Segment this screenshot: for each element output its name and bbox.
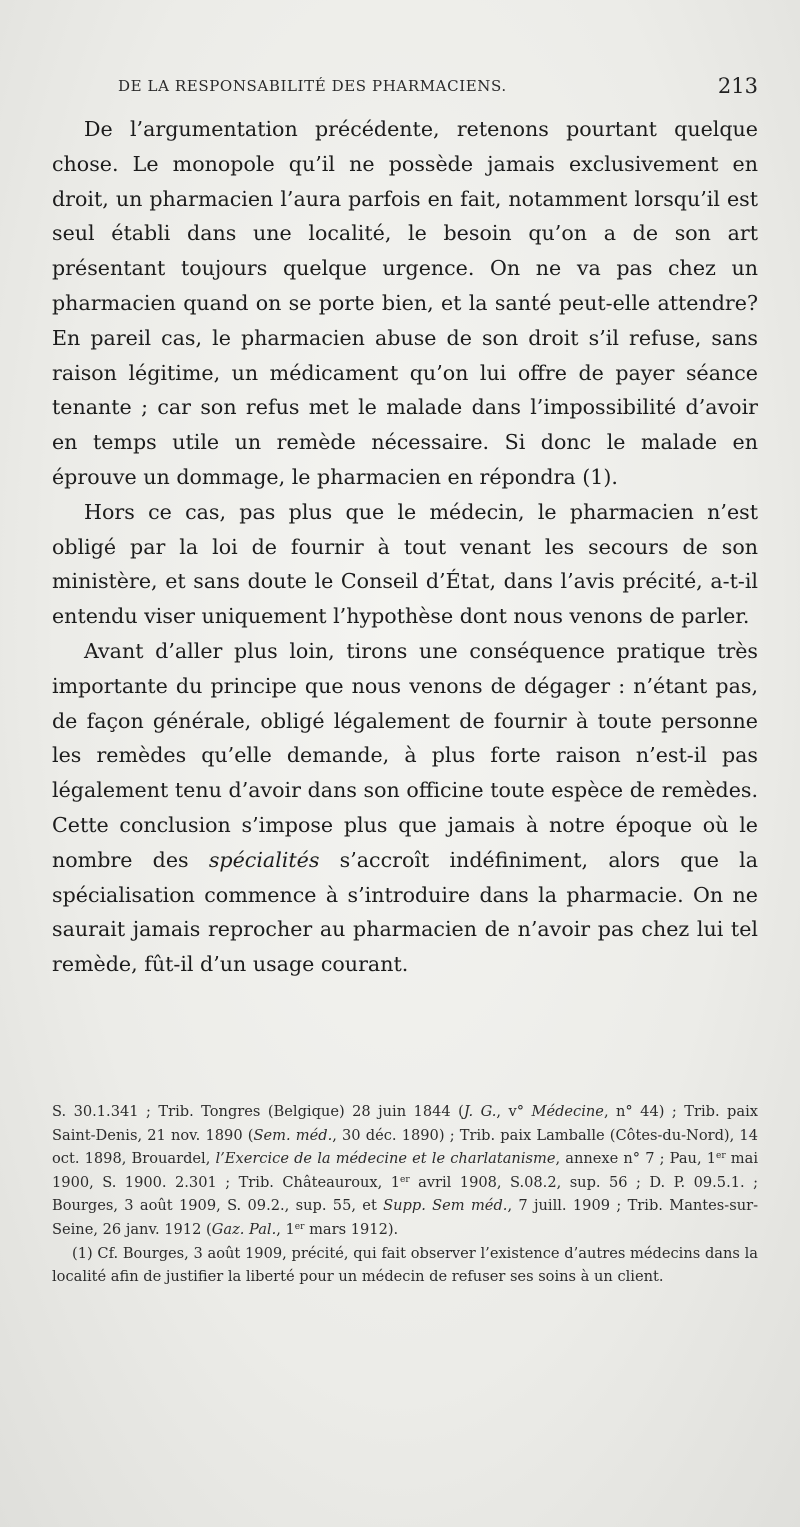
references-note [52, 1100, 758, 1242]
text-run: mai 1900, S. 1900. 2.301 ; Trib. Châteauroux, 1 [52, 1150, 758, 1191]
italic-run: Sem. méd. [253, 1126, 333, 1144]
text-run: , 30 déc. 1890) ; Trib. paix Lamballe (Côtes-du-Nord), 14 oct. 1898, Brouardel, [52, 1126, 758, 1168]
italic-run: Gaz. Pal. [211, 1220, 277, 1238]
text-run: , 1 [276, 1220, 295, 1238]
text-run: s’accroît indéfiniment, alors que la spécialisation commence à s’introduire dans la pharmacie. On ne saurait jamais reprocher au pharmacien de n’avoir pas chez lui tel remède, fût-il d’un usage courant. [52, 847, 759, 977]
running-head [118, 76, 758, 100]
text-run: De l’argumentation précédente, retenons pourtant quelque chose. Le monopole qu’il ne possède jamais exclusivement en droit, un pharmacien l’aura parfois en fait, notamment lorsqu’il est seul établi dans une localité, le besoin qu’on a de son art présentant toujours quelque urgence. On ne va pas chez un pharmacien quand on se porte bien, et la santé peut-elle attendre? En pareil cas, le pharmacien abuse de son droit s’il refuse, sans raison légitime, un médicament qu’on lui offre de payer séance tenante ; car son refus met le malade dans l’impossibilité d’avoir en temps utile un remède nécessaire. Si donc le malade en éprouve un dommage, le pharmacien en répondra (1). [52, 117, 758, 489]
italic-run: Supp. Sem méd. [383, 1197, 508, 1215]
paragraph [52, 634, 758, 982]
footnote-1: (1) Cf. Bourges, 3 août 1909, précité, qui fait observer l’existence d’autres médecins dans la localité afin de justifier la liberté pour un médecin de refuser ses soins à un client. [52, 1244, 758, 1286]
italic-run: Médecine [531, 1103, 604, 1120]
text-run: S. 30.1.341 ; Trib. Tongres (Belgique) 28 juin 1844 ( [52, 1103, 464, 1120]
text-run: , 7 juill. 1909 ; Trib. Mantes-sur-Seine, 26 janv. 1912 ( [52, 1197, 759, 1238]
italic-run: J. G. [463, 1103, 497, 1120]
text-run: , n° 44) ; Trib. paix Saint-Denis, 21 nov. 1890 ( [52, 1103, 758, 1144]
text-run: avril 1908, S.08.2, sup. 56 ; D. P. 09.5.1. ; Bourges, 3 août 1909, S. 09.2., sup. 55, et [52, 1173, 758, 1215]
text-run: Hors ce cas, pas plus que le médecin, le pharmacien n’est obligé par la loi de fournir à tout venant les secours de son ministère, et sans doute le Conseil d’État, dans l’avis précité, a-t-il entendu viser uniquement l’hypothèse dont nous venons de parler. [52, 499, 758, 629]
italic-run: l’Exercice de la médecine et le charlatanisme [215, 1150, 556, 1168]
notes-section [52, 1100, 758, 1289]
paragraph [52, 112, 758, 495]
running-title: DE LA RESPONSABILITÉ DES PHARMACIENS. [118, 77, 507, 95]
page-number: 213 [717, 74, 758, 98]
text-run: , annexe n° 7 ; Pau, 1 [555, 1150, 717, 1168]
text-run: , v° [496, 1103, 532, 1120]
body-text [52, 112, 758, 982]
text-run: Avant d’aller plus loin, tirons une conséquence pratique très importante du principe que nous venons de dégager : n’étant pas, de façon générale, obligé légalement de fournir à toute personne les remèdes qu’elle demande, à plus forte raison n’est-il pas légalement tenu d’avoir dans son officine toute espèce de remèdes. Cette conclusion s’impose plus que jamais à notre époque où le nombre des [52, 638, 758, 872]
text-run: mars 1912). [304, 1220, 399, 1238]
ordinal-superscript: er [400, 1174, 410, 1185]
ordinal-superscript: er [716, 1151, 726, 1162]
ordinal-superscript: er [294, 1221, 305, 1232]
italic-run: spécialités [208, 847, 320, 872]
paragraph [52, 495, 758, 634]
